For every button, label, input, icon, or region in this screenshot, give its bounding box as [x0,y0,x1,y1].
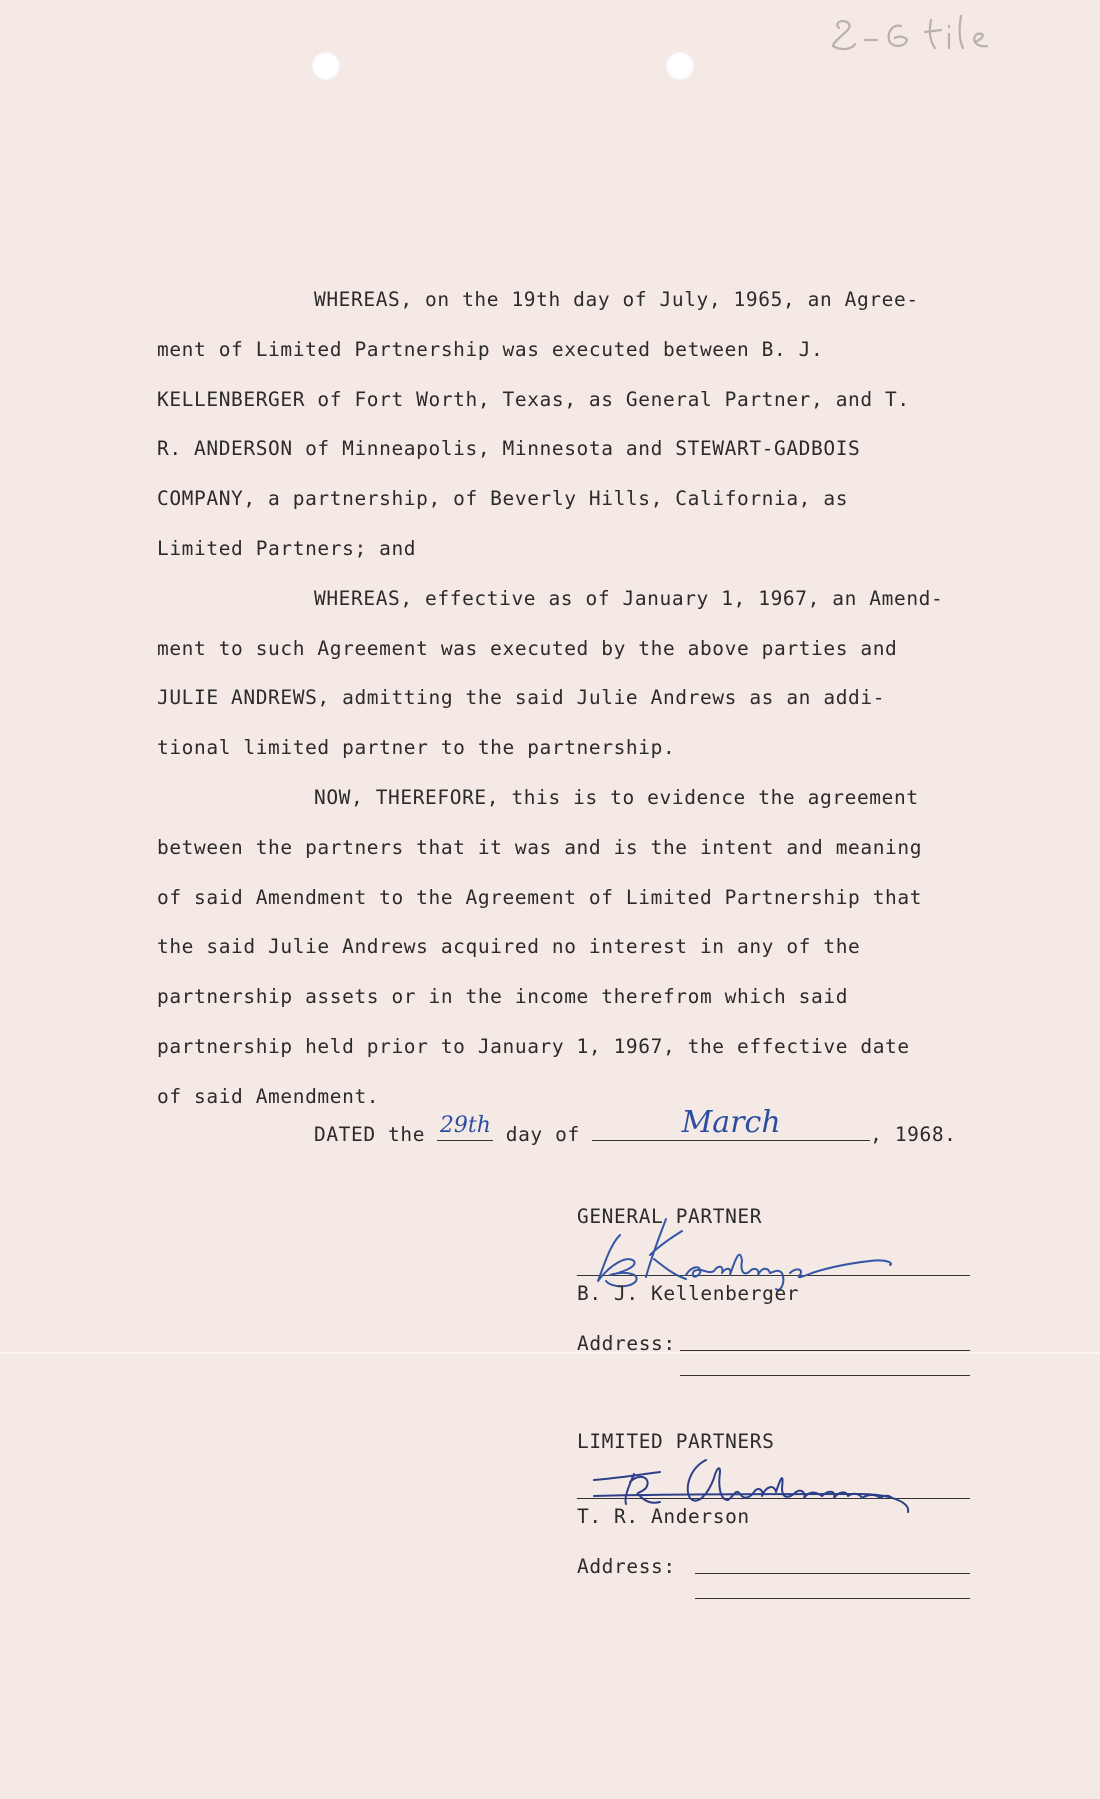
paragraph-1-line: WHEREAS, on the 19th day of July, 1965, an Agree- [314,288,919,311]
paragraph-1-line: Limited Partners; and [157,536,417,560]
dated-line [314,1105,957,1146]
limited-partners-heading: LIMITED PARTNERS [577,1430,775,1453]
agreement-body [157,275,997,1122]
dated-middle: day of [493,1123,593,1146]
paragraph-3-line: of said Amendment. [157,1084,380,1108]
paragraph-2-line: WHEREAS, effective as of January 1, 1967, an Amend- [314,586,944,610]
paragraph-3-line: partnership assets or in the income therefrom which said [157,985,849,1009]
paragraph-3-line: NOW, THEREFORE, this is to evidence the agreement [314,785,919,809]
paragraph-1-line: R. ANDERSON of Minneapolis, Minnesota and STEWART-GADBOIS [157,437,861,461]
paragraph-2-line: tional limited partner to the partnership. [157,736,676,760]
paragraph-3-line: between the partners that it was and is the intent and meaning [157,835,923,859]
limited-partner-address-line-1 [695,1573,970,1574]
month-handwritten: March [681,1105,781,1140]
paragraph-2-line: JULIE ANDREWS, admitting the said Julie Andrews as an addi- [157,686,886,710]
paragraph-3-line: the said Julie Andrews acquired no interest in any of the [157,935,861,959]
dated-suffix: , 1968. [870,1123,957,1146]
general-partner-heading: GENERAL PARTNER [577,1205,763,1228]
paragraph-3-line: of said Amendment to the Agreement of Limited Partnership that [157,885,923,909]
day-blank [437,1113,493,1141]
general-partner-name: B. J. Kellenberger [577,1282,800,1305]
paragraph-1-line: COMPANY, a partnership, of Beverly Hills, California, as [157,487,849,511]
day-handwritten: 29th [439,1113,491,1138]
filing-note-handwritten [825,8,1025,63]
paragraph-1-line: KELLENBERGER of Fort Worth, Texas, as General Partner, and T. [157,387,910,411]
general-partner-address-line-2 [680,1375,970,1376]
month-blank [592,1105,870,1141]
paragraph-3-line: partnership held prior to January 1, 1967, the effective date [157,1034,910,1058]
limited-partner-address-label: Address: [577,1555,676,1578]
limited-partner-address-line-2 [695,1598,970,1599]
limited-partner-name: T. R. Anderson [577,1505,750,1528]
punch-hole-left [312,52,340,80]
paragraph-2-line: ment to such Agreement was executed by the above parties and [157,636,898,660]
punch-hole-right [666,52,694,80]
fold-crease [0,1352,1100,1354]
dated-prefix: DATED the [314,1123,438,1146]
paragraph-1-line: ment of Limited Partnership was executed between B. J. [157,337,824,361]
general-partner-address-label: Address: [577,1332,676,1355]
general-partner-address-line-1 [680,1350,970,1351]
